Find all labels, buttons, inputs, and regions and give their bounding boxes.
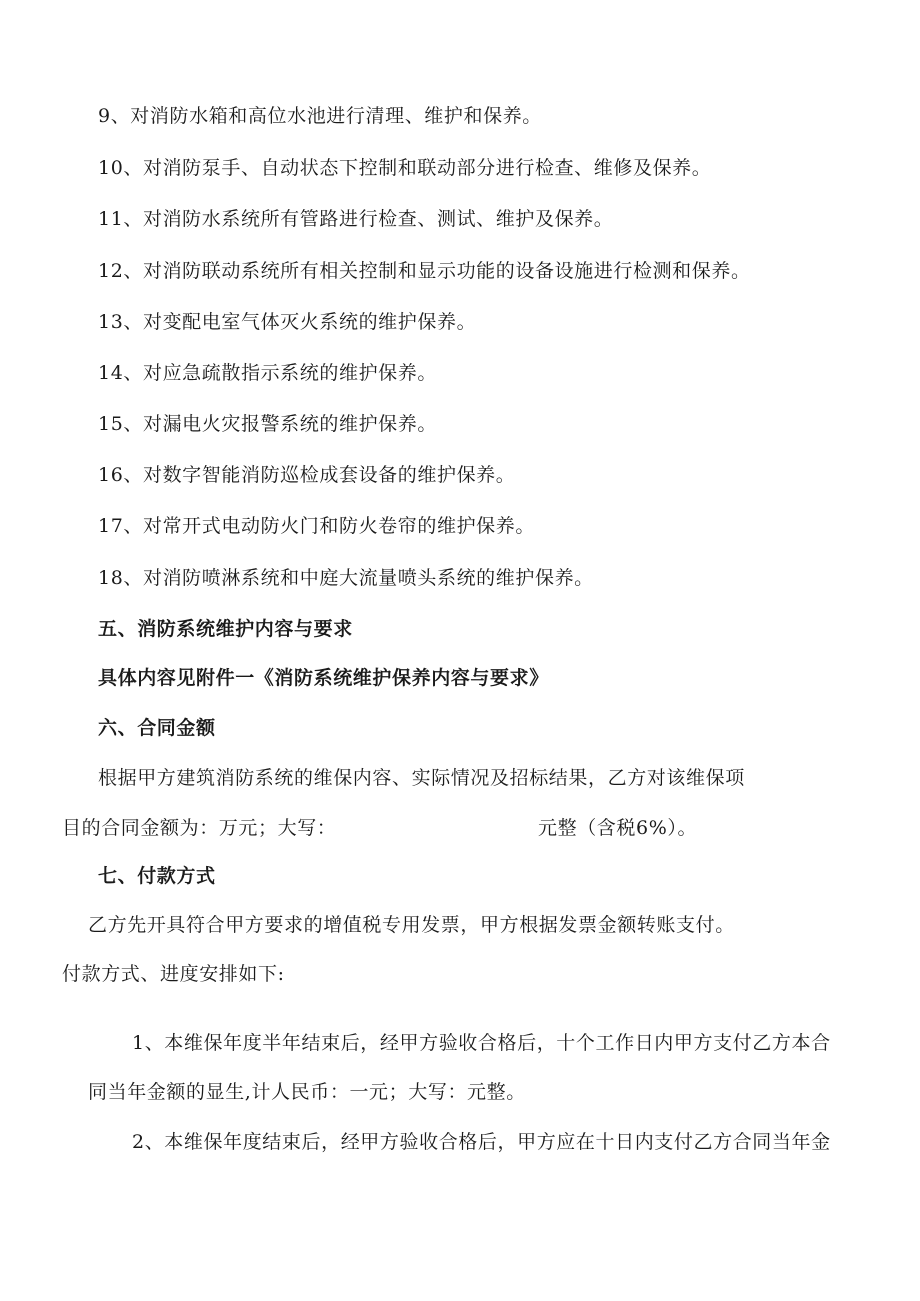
item-11: 11、对消防水系统所有管路进行检查、测试、维护及保养。: [98, 208, 614, 230]
item-13: 13、对变配电室气体灭火系统的维护保养。: [98, 311, 477, 333]
section-7-line-2: 付款方式、进度安排如下:: [62, 963, 285, 985]
item-17: 17、对常开式电动防火门和防火卷帘的维护保养。: [98, 515, 535, 537]
item-18: 18、对消防喷淋系统和中庭大流量喷头系统的维护保养。: [98, 567, 594, 589]
payment-item-1-line-2: 同当年金额的显生,计人民币：一元；大写：元整。: [88, 1081, 526, 1103]
item-15: 15、对漏电火灾报警系统的维护保养。: [98, 413, 437, 435]
section-5-text: 具体内容见附件一《消防系统维护保养内容与要求》: [98, 667, 549, 689]
payment-item-1-line-1: 1、本维保年度半年结束后，经甲方验收合格后，十个工作日内甲方支付乙方本合: [132, 1032, 831, 1054]
item-10: 10、对消防泵手、自动状态下控制和联动部分进行检查、维修及保养。: [98, 157, 712, 179]
payment-item-2-line-1: 2、本维保年度结束后，经甲方验收合格后，甲方应在十日内支付乙方合同当年金: [132, 1131, 831, 1153]
section-6-line-2-right: 元整（含税6%）。: [538, 817, 698, 839]
section-6-heading: 六、合同金额: [98, 717, 216, 739]
item-16: 16、对数字智能消防巡检成套设备的维护保养。: [98, 464, 516, 486]
section-5-heading: 五、消防系统维护内容与要求: [98, 618, 353, 640]
section-7-line-1: 乙方先开具符合甲方要求的增值税专用发票，甲方根据发票金额转账支付。: [88, 914, 735, 936]
section-7-heading: 七、付款方式: [98, 865, 216, 887]
item-12: 12、对消防联动系统所有相关控制和显示功能的设备设施进行检测和保养。: [98, 260, 751, 282]
section-6-line-2-left: 目的合同金额为：万元；大写：: [62, 817, 337, 839]
item-14: 14、对应急疏散指示系统的维护保养。: [98, 362, 437, 384]
item-9: 9、对消防水箱和高位水池进行清理、维护和保养。: [98, 105, 542, 127]
section-6-line-1: 根据甲方建筑消防系统的维保内容、实际情况及招标结果，乙方对该维保项: [98, 767, 745, 789]
